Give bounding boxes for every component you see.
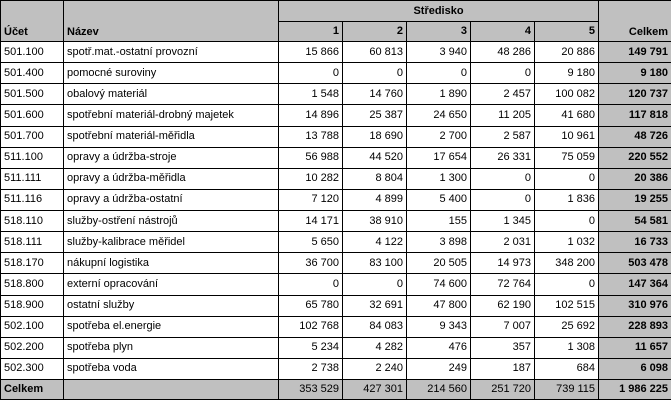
value-cell: 476 (407, 337, 471, 358)
header-ucet: Účet (1, 1, 64, 42)
header-nazev: Název (64, 1, 279, 42)
value-cell: 11 205 (471, 105, 535, 126)
value-cell: 84 083 (343, 316, 407, 337)
footer-row (1, 380, 671, 400)
value-cell: 14 973 (471, 253, 535, 274)
header-celkem: Celkem (599, 1, 671, 42)
account-cell: 501.700 (1, 126, 64, 147)
value-cell: 26 331 (471, 147, 535, 168)
value-cell: 15 866 (279, 42, 343, 63)
row-total-cell: 220 552 (599, 147, 671, 168)
name-cell: nákupní logistika (64, 253, 279, 274)
table-row (1, 337, 671, 358)
value-cell: 32 691 (343, 295, 407, 316)
value-cell: 60 813 (343, 42, 407, 63)
account-cell: 518.900 (1, 295, 64, 316)
name-cell: opravy a údržba-ostatní (64, 189, 279, 210)
account-cell: 502.200 (1, 337, 64, 358)
value-cell: 47 800 (407, 295, 471, 316)
value-cell: 62 190 (471, 295, 535, 316)
row-total-cell: 16 733 (599, 232, 671, 253)
header-col-5: 5 (535, 22, 599, 42)
name-cell: spotř.mat.-ostatní provozní (64, 42, 279, 63)
value-cell: 36 700 (279, 253, 343, 274)
value-cell: 2 587 (471, 126, 535, 147)
row-total-cell: 120 737 (599, 84, 671, 105)
value-cell: 38 910 (343, 211, 407, 232)
footer-empty (64, 380, 279, 400)
value-cell: 8 804 (343, 168, 407, 189)
name-cell: spotřeba plyn (64, 337, 279, 358)
value-cell: 25 692 (535, 316, 599, 337)
value-cell: 10 961 (535, 126, 599, 147)
value-cell: 48 286 (471, 42, 535, 63)
value-cell: 1 548 (279, 84, 343, 105)
value-cell: 4 899 (343, 189, 407, 210)
header-col-4: 4 (471, 22, 535, 42)
account-cell: 501.400 (1, 63, 64, 84)
table-row (1, 232, 671, 253)
name-cell: spotřební materiál-měřidla (64, 126, 279, 147)
value-cell: 2 457 (471, 84, 535, 105)
value-cell: 74 600 (407, 274, 471, 295)
header-col-3: 3 (407, 22, 471, 42)
value-cell: 684 (535, 358, 599, 379)
account-cell: 501.100 (1, 42, 64, 63)
value-cell: 17 654 (407, 147, 471, 168)
table-row (1, 211, 671, 232)
value-cell: 14 896 (279, 105, 343, 126)
footer-total-5: 739 115 (535, 380, 599, 400)
table-row (1, 274, 671, 295)
value-cell: 72 764 (471, 274, 535, 295)
value-cell: 102 768 (279, 316, 343, 337)
account-cell: 518.800 (1, 274, 64, 295)
value-cell: 2 240 (343, 358, 407, 379)
value-cell: 100 082 (535, 84, 599, 105)
value-cell: 348 200 (535, 253, 599, 274)
name-cell: služby-kalibrace měřidel (64, 232, 279, 253)
value-cell: 20 505 (407, 253, 471, 274)
header-stredisko: Středisko (279, 1, 599, 22)
row-total-cell: 48 726 (599, 126, 671, 147)
value-cell: 0 (279, 274, 343, 295)
value-cell: 4 282 (343, 337, 407, 358)
row-total-cell: 20 386 (599, 168, 671, 189)
value-cell: 14 760 (343, 84, 407, 105)
account-cell: 501.500 (1, 84, 64, 105)
value-cell: 75 059 (535, 147, 599, 168)
name-cell: spotřební materiál-drobný majetek (64, 105, 279, 126)
footer-total-1: 353 529 (279, 380, 343, 400)
row-total-cell: 310 976 (599, 295, 671, 316)
value-cell: 3 898 (407, 232, 471, 253)
account-cell: 518.110 (1, 211, 64, 232)
name-cell: spotřeba voda (64, 358, 279, 379)
value-cell: 65 780 (279, 295, 343, 316)
table-row (1, 105, 671, 126)
name-cell: pomocné suroviny (64, 63, 279, 84)
name-cell: externí opracování (64, 274, 279, 295)
table-row (1, 358, 671, 379)
value-cell: 2 031 (471, 232, 535, 253)
value-cell: 7 007 (471, 316, 535, 337)
account-cell: 518.170 (1, 253, 64, 274)
value-cell: 24 650 (407, 105, 471, 126)
footer-label: Celkem (1, 380, 64, 400)
value-cell: 1 032 (535, 232, 599, 253)
value-cell: 1 300 (407, 168, 471, 189)
value-cell: 7 120 (279, 189, 343, 210)
value-cell: 56 988 (279, 147, 343, 168)
footer-total-3: 214 560 (407, 380, 471, 400)
table-row (1, 253, 671, 274)
header-col-1: 1 (279, 22, 343, 42)
value-cell: 9 343 (407, 316, 471, 337)
value-cell: 0 (471, 168, 535, 189)
value-cell: 1 836 (535, 189, 599, 210)
value-cell: 0 (407, 63, 471, 84)
value-cell: 5 650 (279, 232, 343, 253)
table-row (1, 84, 671, 105)
row-total-cell: 117 818 (599, 105, 671, 126)
value-cell: 249 (407, 358, 471, 379)
row-total-cell: 6 098 (599, 358, 671, 379)
value-cell: 14 171 (279, 211, 343, 232)
row-total-cell: 147 364 (599, 274, 671, 295)
header-col-2: 2 (343, 22, 407, 42)
row-total-cell: 11 657 (599, 337, 671, 358)
table-row (1, 126, 671, 147)
value-cell: 357 (471, 337, 535, 358)
account-cell: 511.111 (1, 168, 64, 189)
value-cell: 187 (471, 358, 535, 379)
table-row (1, 147, 671, 168)
value-cell: 41 680 (535, 105, 599, 126)
value-cell: 0 (343, 63, 407, 84)
value-cell: 25 387 (343, 105, 407, 126)
value-cell: 1 345 (471, 211, 535, 232)
table-row (1, 63, 671, 84)
row-total-cell: 54 581 (599, 211, 671, 232)
value-cell: 3 940 (407, 42, 471, 63)
row-total-cell: 228 893 (599, 316, 671, 337)
value-cell: 0 (535, 211, 599, 232)
value-cell: 5 234 (279, 337, 343, 358)
value-cell: 0 (279, 63, 343, 84)
name-cell: ostatní služby (64, 295, 279, 316)
value-cell: 4 122 (343, 232, 407, 253)
value-cell: 102 515 (535, 295, 599, 316)
account-cell: 511.116 (1, 189, 64, 210)
name-cell: opravy a údržba-měřidla (64, 168, 279, 189)
account-cell: 502.300 (1, 358, 64, 379)
value-cell: 10 282 (279, 168, 343, 189)
value-cell: 9 180 (535, 63, 599, 84)
table-row (1, 189, 671, 210)
value-cell: 83 100 (343, 253, 407, 274)
value-cell: 18 690 (343, 126, 407, 147)
value-cell: 20 886 (535, 42, 599, 63)
value-cell: 155 (407, 211, 471, 232)
header-row-top (1, 1, 671, 22)
value-cell: 0 (471, 63, 535, 84)
account-cell: 518.111 (1, 232, 64, 253)
footer-total-4: 251 720 (471, 380, 535, 400)
name-cell: služby-ostření nástrojů (64, 211, 279, 232)
row-total-cell: 19 255 (599, 189, 671, 210)
account-cell: 502.100 (1, 316, 64, 337)
table-row (1, 42, 671, 63)
table-row (1, 168, 671, 189)
table-body (1, 42, 671, 380)
row-total-cell: 503 478 (599, 253, 671, 274)
value-cell: 1 308 (535, 337, 599, 358)
value-cell: 0 (535, 168, 599, 189)
row-total-cell: 9 180 (599, 63, 671, 84)
value-cell: 0 (471, 189, 535, 210)
account-cell: 511.100 (1, 147, 64, 168)
row-total-cell: 149 791 (599, 42, 671, 63)
name-cell: opravy a údržba-stroje (64, 147, 279, 168)
value-cell: 2 738 (279, 358, 343, 379)
account-cell: 501.600 (1, 105, 64, 126)
name-cell: obalový materiál (64, 84, 279, 105)
footer-total-2: 427 301 (343, 380, 407, 400)
value-cell: 0 (535, 274, 599, 295)
value-cell: 1 890 (407, 84, 471, 105)
value-cell: 44 520 (343, 147, 407, 168)
value-cell: 0 (343, 274, 407, 295)
value-cell: 13 788 (279, 126, 343, 147)
value-cell: 2 700 (407, 126, 471, 147)
name-cell: spotřeba el.energie (64, 316, 279, 337)
table-row (1, 295, 671, 316)
footer-grand-total: 1 986 225 (599, 380, 671, 400)
table-row (1, 316, 671, 337)
value-cell: 5 400 (407, 189, 471, 210)
